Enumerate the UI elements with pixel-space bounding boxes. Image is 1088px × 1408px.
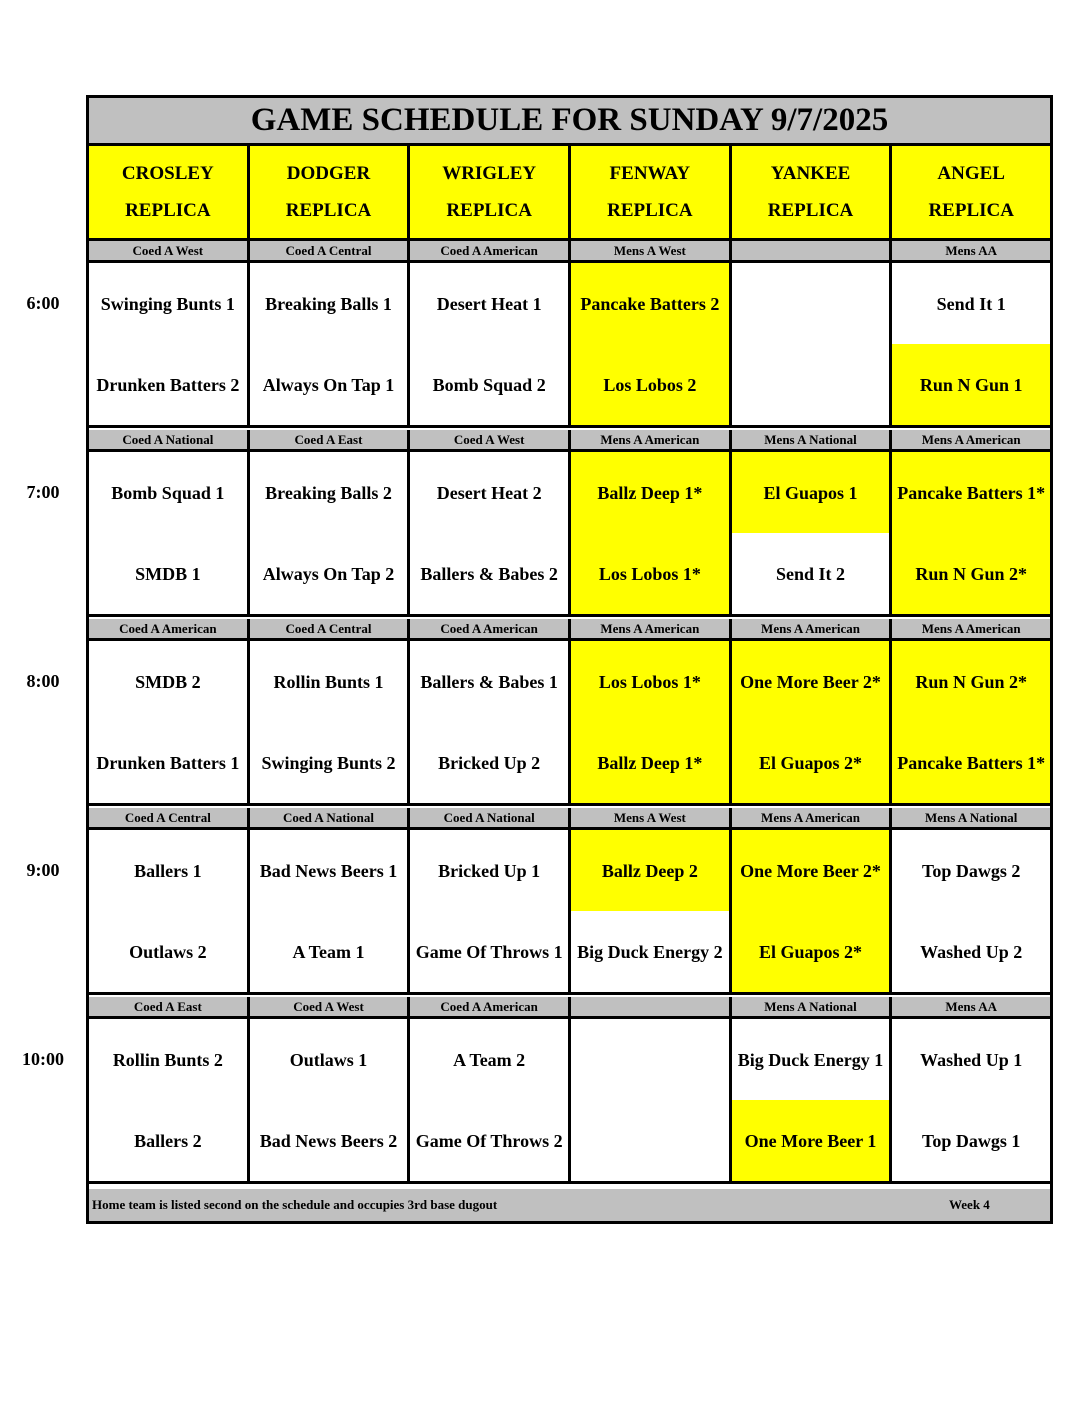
game-cell: Game Of Throws 2 <box>415 1130 563 1151</box>
game-cell: Run N Gun 2* <box>892 641 1050 722</box>
division-label: Coed A West <box>89 241 250 260</box>
game-cell: Bomb Squad 2 <box>432 374 546 395</box>
division-label: Mens A West <box>571 808 732 827</box>
field-column <box>571 1019 732 1181</box>
field-column <box>410 263 571 425</box>
division-row <box>89 997 1050 1019</box>
division-label: Coed A East <box>89 997 250 1016</box>
game-cell: One More Beer 2* <box>732 641 890 722</box>
game-cell: Big Duck Energy 1 <box>737 1049 884 1070</box>
games-block <box>89 1019 1050 1184</box>
field-header-dodger <box>250 146 411 238</box>
games-block <box>89 263 1050 428</box>
field-name: CROSLEY <box>121 163 214 184</box>
schedule-sheet <box>86 95 1053 1224</box>
field-column <box>732 641 893 803</box>
field-column <box>410 452 571 614</box>
game-cell: Pancake Batters 2 <box>571 263 729 344</box>
division-label: Mens A American <box>571 430 732 449</box>
field-column <box>89 452 250 614</box>
game-cell: Ballz Deep 1* <box>571 722 729 803</box>
game-cell: Bricked Up 1 <box>438 860 541 881</box>
game-cell: Swinging Bunts 1 <box>100 293 235 314</box>
game-cell: Send It 1 <box>936 293 1006 314</box>
field-column <box>250 452 411 614</box>
game-cell: Ballz Deep 2 <box>571 830 729 911</box>
field-column <box>732 263 893 425</box>
games-block <box>89 452 1050 617</box>
game-cell: Desert Heat 1 <box>436 293 542 314</box>
division-label: Mens A American <box>732 619 893 638</box>
field-name: WRIGLEY <box>442 163 537 184</box>
game-cell: Game Of Throws 1 <box>415 941 563 962</box>
game-cell: Always On Tap 1 <box>262 374 395 395</box>
game-cell: Ballz Deep 1* <box>571 452 729 533</box>
time-label: 9:00 <box>26 860 60 880</box>
field-sub: REPLICA <box>446 200 532 221</box>
game-cell: Outlaws 2 <box>129 941 207 962</box>
field-column <box>892 263 1050 425</box>
division-row <box>89 808 1050 830</box>
field-column <box>250 641 411 803</box>
field-header-crosley <box>89 146 250 238</box>
field-column <box>89 263 250 425</box>
field-column <box>410 1019 571 1181</box>
field-sub: REPLICA <box>125 200 211 221</box>
time-label: 10:00 <box>22 1049 64 1069</box>
game-cell: Send It 2 <box>776 563 846 584</box>
field-column <box>892 641 1050 803</box>
game-cell: Run N Gun 1 <box>892 344 1050 425</box>
game-cell: Ballers & Babes 2 <box>420 563 558 584</box>
division-row <box>89 619 1050 641</box>
game-cell: Pancake Batters 1* <box>892 452 1050 533</box>
game-cell: Drunken Batters 2 <box>96 374 240 395</box>
game-cell: Bad News Beers 1 <box>259 860 398 881</box>
game-cell: Washed Up 2 <box>920 941 1023 962</box>
game-cell: Ballers 2 <box>134 1130 202 1151</box>
division-label: Mens A American <box>732 808 893 827</box>
game-cell: A Team 2 <box>453 1049 526 1070</box>
game-cell: Breaking Balls 2 <box>265 482 392 503</box>
game-cell: Swinging Bunts 2 <box>261 752 396 773</box>
field-column <box>89 1019 250 1181</box>
division-row <box>89 241 1050 263</box>
schedule-title: GAME SCHEDULE FOR SUNDAY 9/7/2025 <box>89 98 1050 146</box>
game-cell <box>732 263 890 344</box>
division-label: Coed A American <box>89 619 250 638</box>
field-column <box>571 830 732 992</box>
game-cell: Run N Gun 2* <box>892 533 1050 614</box>
week-label: Week 4 <box>949 1197 990 1212</box>
game-cell: Los Lobos 1* <box>571 533 729 614</box>
game-cell: Ballers & Babes 1 <box>420 671 558 692</box>
game-cell: Pancake Batters 1* <box>892 722 1050 803</box>
game-cell: El Guapos 2* <box>732 722 890 803</box>
field-sub: REPLICA <box>928 200 1014 221</box>
game-cell <box>732 344 890 425</box>
field-sub: REPLICA <box>607 200 693 221</box>
game-cell: Drunken Batters 1 <box>96 752 240 773</box>
game-cell: Bomb Squad 1 <box>111 482 225 503</box>
field-column <box>571 641 732 803</box>
time-label: 7:00 <box>26 482 60 502</box>
game-cell: Washed Up 1 <box>920 1049 1023 1070</box>
division-label: Mens AA <box>945 242 998 258</box>
field-column <box>892 1019 1050 1181</box>
field-column <box>410 641 571 803</box>
field-column <box>250 830 411 992</box>
division-label: Mens A National <box>732 997 893 1016</box>
game-cell <box>571 1019 729 1100</box>
division-label: Mens A National <box>924 809 1018 825</box>
division-label: Coed A National <box>250 808 411 827</box>
game-cell: Desert Heat 2 <box>436 482 542 503</box>
game-cell: Always On Tap 2 <box>262 563 395 584</box>
division-label: Mens A National <box>732 430 893 449</box>
division-label: Mens A American <box>921 431 1021 447</box>
division-label: Coed A National <box>410 808 571 827</box>
game-cell: Top Dawgs 2 <box>922 860 1021 881</box>
field-sub: REPLICA <box>285 200 372 221</box>
game-cell: One More Beer 1 <box>732 1100 890 1181</box>
field-column <box>571 452 732 614</box>
division-label: Coed A West <box>250 997 411 1016</box>
division-label: Coed A Central <box>250 619 411 638</box>
field-column <box>732 1019 893 1181</box>
field-name: YANKEE <box>770 163 851 184</box>
field-column <box>892 830 1050 992</box>
field-column <box>892 452 1050 614</box>
game-cell: Los Lobos 1* <box>571 641 729 722</box>
field-header-wrigley <box>410 146 571 238</box>
game-cell: Ballers 1 <box>134 860 202 881</box>
game-cell: Rollin Bunts 2 <box>112 1049 223 1070</box>
schedule-footer <box>89 1189 1050 1221</box>
division-label: Coed A Central <box>250 241 411 260</box>
field-column <box>89 641 250 803</box>
division-label: Coed A American <box>410 241 571 260</box>
game-cell: El Guapos 1 <box>732 452 890 533</box>
game-cell: SMDB 2 <box>135 671 201 692</box>
field-header-row <box>89 146 1050 241</box>
field-header-fenway <box>571 146 732 238</box>
time-label: 8:00 <box>26 671 60 691</box>
division-label: Coed A West <box>410 430 571 449</box>
division-row <box>89 430 1050 452</box>
field-column <box>410 830 571 992</box>
division-label: Mens AA <box>945 998 998 1014</box>
game-cell: A Team 1 <box>292 941 365 962</box>
division-label: Coed A East <box>250 430 411 449</box>
game-cell <box>571 1100 729 1181</box>
field-header-yankee <box>732 146 893 238</box>
game-cell: Bricked Up 2 <box>438 752 541 773</box>
field-column <box>250 263 411 425</box>
field-name: ANGEL <box>937 163 1005 184</box>
field-column <box>571 263 732 425</box>
time-label: 6:00 <box>26 293 60 313</box>
field-column <box>732 830 893 992</box>
division-label <box>571 997 732 1016</box>
game-cell: Outlaws 1 <box>289 1049 368 1070</box>
game-cell: Breaking Balls 1 <box>265 293 392 314</box>
division-label: Coed A National <box>89 430 250 449</box>
field-column <box>89 830 250 992</box>
field-column <box>732 452 893 614</box>
division-label: Coed A American <box>410 997 571 1016</box>
field-name: DODGER <box>286 163 371 184</box>
game-cell: Rollin Bunts 1 <box>273 671 384 692</box>
field-sub: REPLICA <box>767 200 854 221</box>
game-cell: Bad News Beers 2 <box>259 1130 398 1151</box>
division-label: Mens A American <box>571 619 732 638</box>
game-cell: Top Dawgs 1 <box>922 1130 1021 1151</box>
home-team-note: Home team is listed second on the schedule and occupies 3rd base dugout <box>92 1197 498 1212</box>
games-block <box>89 830 1050 995</box>
games-block <box>89 641 1050 806</box>
division-label: Coed A Central <box>89 808 250 827</box>
division-label: Coed A American <box>410 619 571 638</box>
division-label <box>732 241 893 260</box>
game-cell: One More Beer 2* <box>732 830 890 911</box>
division-label: Mens A West <box>571 241 732 260</box>
game-cell: SMDB 1 <box>135 563 201 584</box>
field-header-angel <box>892 146 1050 238</box>
field-name: FENWAY <box>609 163 691 184</box>
game-cell: El Guapos 2* <box>732 911 890 992</box>
game-cell: Big Duck Energy 2 <box>577 941 723 962</box>
field-column <box>250 1019 411 1181</box>
game-cell: Los Lobos 2 <box>571 344 729 425</box>
division-label: Mens A American <box>921 620 1021 636</box>
